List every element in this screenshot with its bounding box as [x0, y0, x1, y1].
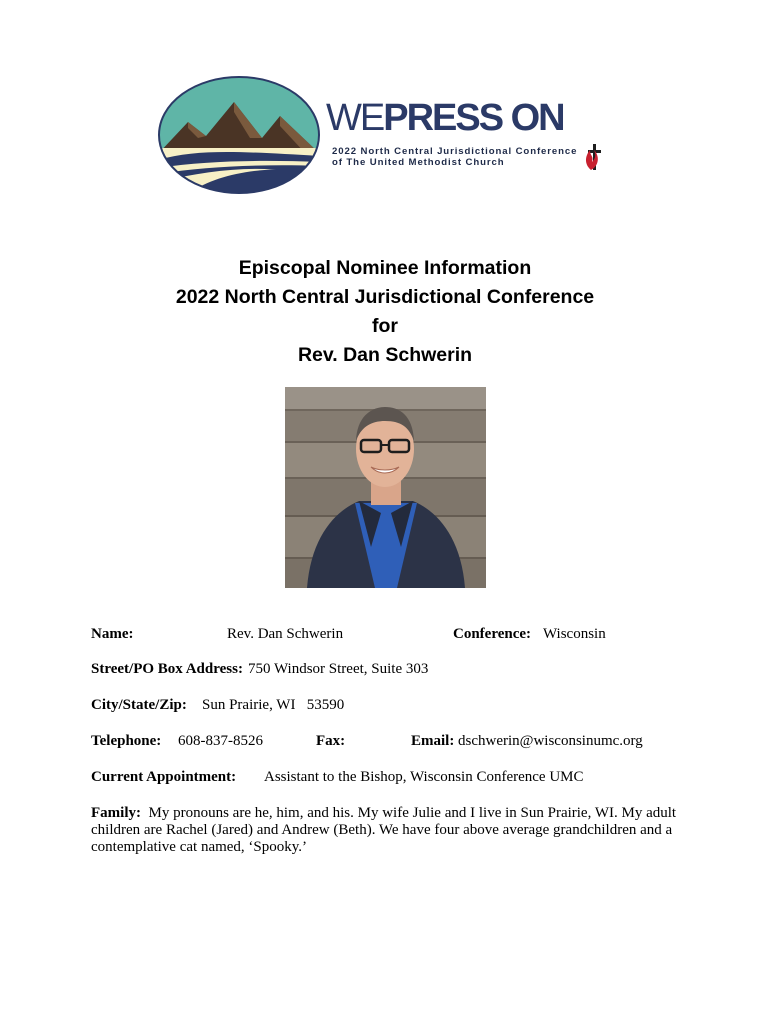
document-heading: [0, 254, 770, 370]
family-value: My pronouns are he, him, and his. My wife Julie and I live in Sun Prairie, WI. My adult children are Rachel (Jared) and Andrew (Beth). We have four above average grandchildren and a contemplative cat named, ‘Spooky.’: [91, 805, 677, 855]
logo-title-we: WE: [326, 97, 384, 139]
heading-line-2: 2022 North Central Jurisdictional Conference: [175, 286, 595, 308]
current-appointment-value: Assistant to the Bishop, Wisconsin Conference UMC: [264, 769, 584, 785]
address-label: Street/PO Box Address:: [91, 661, 243, 677]
conference-logo: [158, 76, 618, 194]
email-label: Email:: [411, 733, 455, 749]
logo-subtitle-line1: 2022 North Central Jurisdictional Conference: [332, 146, 578, 157]
city-state-zip-value: Sun Prairie, WI 53590: [202, 697, 345, 713]
address-value: 750 Windsor Street, Suite 303: [248, 661, 429, 677]
telephone-label: Telephone:: [91, 733, 162, 749]
logo-title: [326, 98, 564, 138]
logo-subtitle-line2: of The United Methodist Church: [332, 157, 505, 168]
telephone-value: 608-837-8526: [178, 733, 263, 749]
current-appointment-label: Current Appointment:: [91, 769, 237, 785]
email-value: dschwerin@wisconsinumc.org: [458, 733, 643, 749]
nominee-portrait-photo: [285, 387, 486, 588]
name-value: Rev. Dan Schwerin: [227, 626, 344, 642]
heading-line-4: Rev. Dan Schwerin: [297, 344, 473, 366]
conference-value: Wisconsin: [543, 626, 606, 642]
logo-title-press-on: PRESS ON: [383, 97, 564, 139]
family-paragraph: [91, 805, 691, 856]
heading-line-3: for: [372, 315, 398, 337]
mountain-oval-logo-icon: [158, 76, 320, 194]
name-label: Name:: [91, 626, 134, 642]
family-label: Family:: [91, 805, 141, 821]
city-state-zip-label: City/State/Zip:: [91, 697, 187, 713]
conference-label: Conference:: [453, 626, 532, 642]
fax-label: Fax:: [316, 733, 346, 749]
cross-and-flame-icon: [582, 142, 604, 172]
logo-subtitle: [332, 146, 577, 168]
heading-line-1: Episcopal Nominee Information: [238, 257, 532, 279]
